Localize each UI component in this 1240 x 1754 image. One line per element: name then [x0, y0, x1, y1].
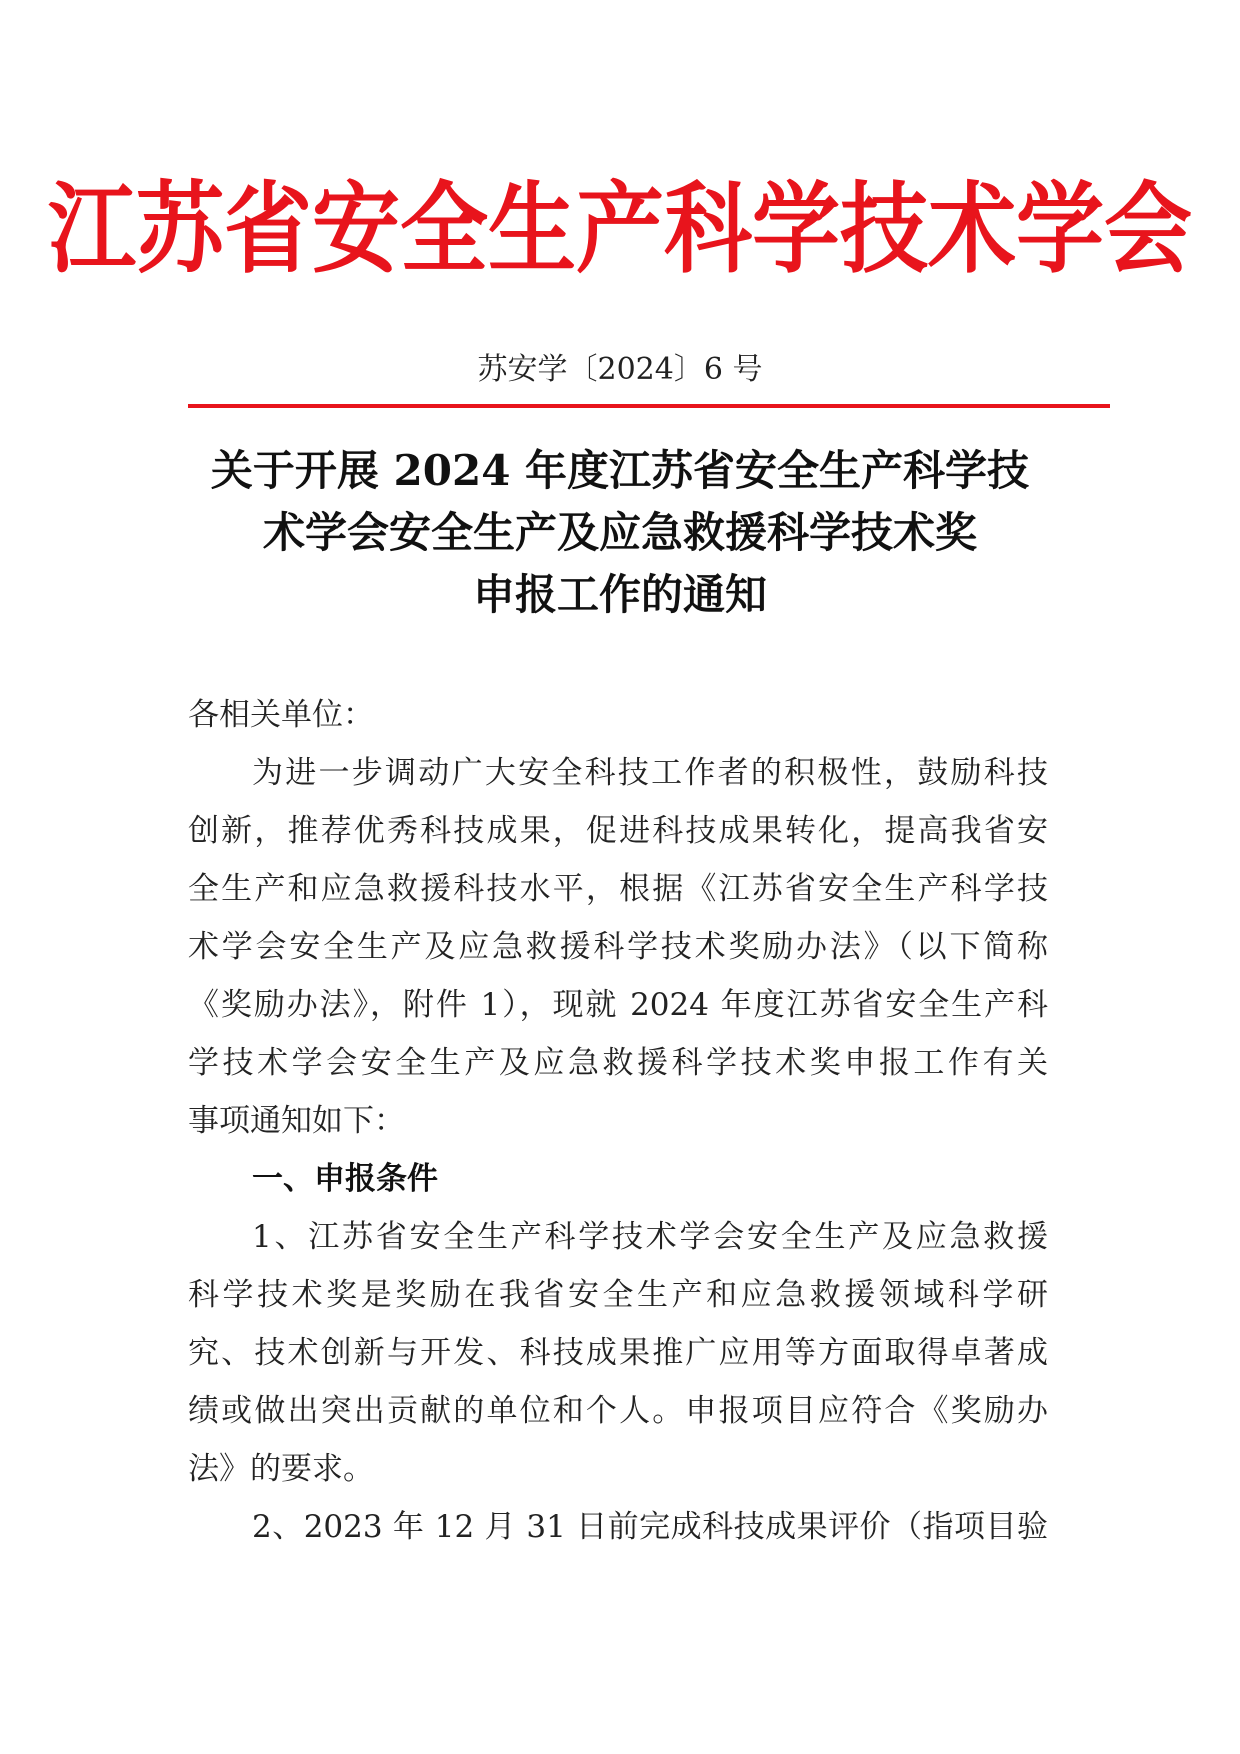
paragraph-line: 学技术学会安全生产及应急救援科学技术奖申报工作有关	[188, 1045, 1048, 1081]
organization-header: 江苏省安全生产科学技术学会	[47, 171, 1192, 287]
title-line: 术学会安全生产及应急救援科学技术奖	[262, 508, 977, 557]
paragraph-line: 《奖励办法》，附件 1），现就 2024 年度江苏省安全生产科	[188, 987, 1048, 1023]
salutation: 各相关单位：	[188, 697, 374, 733]
paragraph-line: 绩或做出突出贡献的单位和个人。申报项目应符合《奖励办	[188, 1393, 1048, 1429]
paragraph-line: 术学会安全生产及应急救援科学技术奖励办法》（以下简称	[188, 929, 1048, 965]
section-heading: 一、申报条件	[252, 1161, 438, 1197]
paragraph-line: 创新，推荐优秀科技成果，促进科技成果转化，提高我省安	[188, 813, 1048, 849]
paragraph-line: 究、技术创新与开发、科技成果推广应用等方面取得卓著成	[188, 1335, 1048, 1371]
paragraph-line: 为进一步调动广大安全科技工作者的积极性，鼓励科技	[252, 755, 1048, 791]
document-number: 苏安学〔2024〕6 号	[477, 352, 763, 387]
notice-body	[188, 686, 1048, 1556]
paragraph-line: 事项通知如下：	[188, 1103, 405, 1139]
paragraph-line: 法》的要求。	[188, 1451, 374, 1487]
title-line: 申报工作的通知	[472, 570, 767, 619]
paragraph-line: 2、2023 年 12 月 31 日前完成科技成果评价（指项目验	[252, 1509, 1048, 1545]
paragraph-line: 科学技术奖是奖励在我省安全生产和应急救援领域科学研	[188, 1277, 1048, 1313]
title-line: 关于开展 2024 年度江苏省安全生产科学技	[210, 446, 1030, 495]
red-divider-rule	[188, 404, 1110, 408]
paragraph-line: 全生产和应急救援科技水平，根据《江苏省安全生产科学技	[188, 871, 1048, 907]
notice-title	[150, 440, 1090, 626]
paragraph-line: 1、江苏省安全生产科学技术学会安全生产及应急救援	[252, 1219, 1048, 1255]
